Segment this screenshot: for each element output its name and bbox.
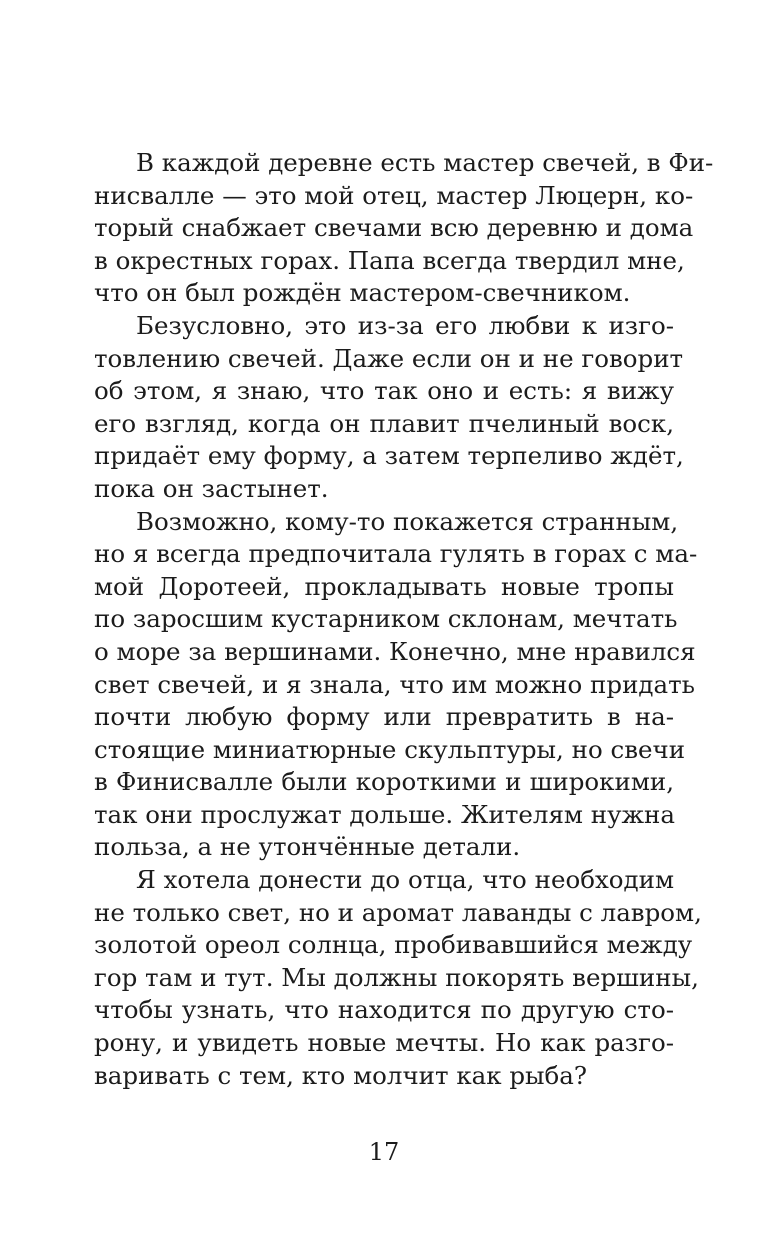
- body-text: [94, 147, 714, 1092]
- paragraph-2: [94, 310, 684, 506]
- text-line: пока он застынет.: [94, 473, 329, 503]
- paragraph-3: [94, 506, 698, 865]
- text-line: в Финисвалле были короткими и широкими,: [94, 767, 674, 797]
- text-line: о море за вершинами. Конечно, мне нравился: [94, 636, 696, 666]
- text-line: его взгляд, когда он плавит пчелиный воск,: [94, 408, 674, 438]
- text-line: но я всегда предпочитала гулять в горах с ма-: [94, 539, 698, 569]
- text-line: товлению свечей. Даже если он и не говорит: [94, 343, 684, 373]
- text-line: по заросшим кустарником склонам, мечтать: [94, 604, 678, 634]
- text-line: польза, а не утончённые детали.: [94, 832, 521, 862]
- text-line: Я хотела донести до отца, что необходим: [136, 865, 674, 895]
- text-line: придаёт ему форму, а затем терпеливо ждёт,: [94, 441, 684, 471]
- text-line: Возможно, кому-то покажется странным,: [136, 506, 679, 536]
- text-line: В каждой деревне есть мастер свечей, в Фи-: [136, 148, 714, 177]
- page-number: 17: [368, 1138, 400, 1166]
- text-line: мой Доротеей, прокладывать новые тропы: [94, 571, 674, 601]
- text-line: Безусловно, это из-за его любви к изго-: [136, 310, 674, 340]
- text-line: варивать с тем, кто молчит как рыба?: [94, 1060, 588, 1090]
- text-line: гор там и тут. Мы должны покорять вершины,: [94, 962, 699, 992]
- text-line: нисвалле — это мой отец, мастер Люцерн, ко-: [94, 180, 694, 210]
- text-line: чтобы узнать, что находится по другую сто-: [94, 995, 674, 1025]
- text-line: золотой ореол солнца, пробивавшийся между: [94, 930, 693, 960]
- text-line: свет свечей, и я знала, что им можно придать: [94, 669, 695, 699]
- text-line: не только свет, но и аромат лаванды с лавром,: [94, 897, 702, 927]
- paragraph-4: [94, 864, 702, 1092]
- text-line: рону, и увидеть новые мечты. Но как разго-: [94, 1028, 674, 1058]
- paragraph-1: [94, 147, 714, 310]
- text-line: об этом, я знаю, что так оно и есть: я вижу: [94, 376, 674, 406]
- text-line: торый снабжает свечами всю деревню и дома: [94, 213, 694, 243]
- text-line: стоящие миниатюрные скульптуры, но свечи: [94, 734, 686, 764]
- text-line: что он был рождён мастером-свечником.: [94, 278, 631, 308]
- text-line: в окрестных горах. Папа всегда твердил мне,: [94, 245, 685, 275]
- text-line: почти любую форму или превратить в на-: [94, 702, 674, 732]
- text-line: так они прослужат дольше. Жителям нужна: [94, 799, 675, 829]
